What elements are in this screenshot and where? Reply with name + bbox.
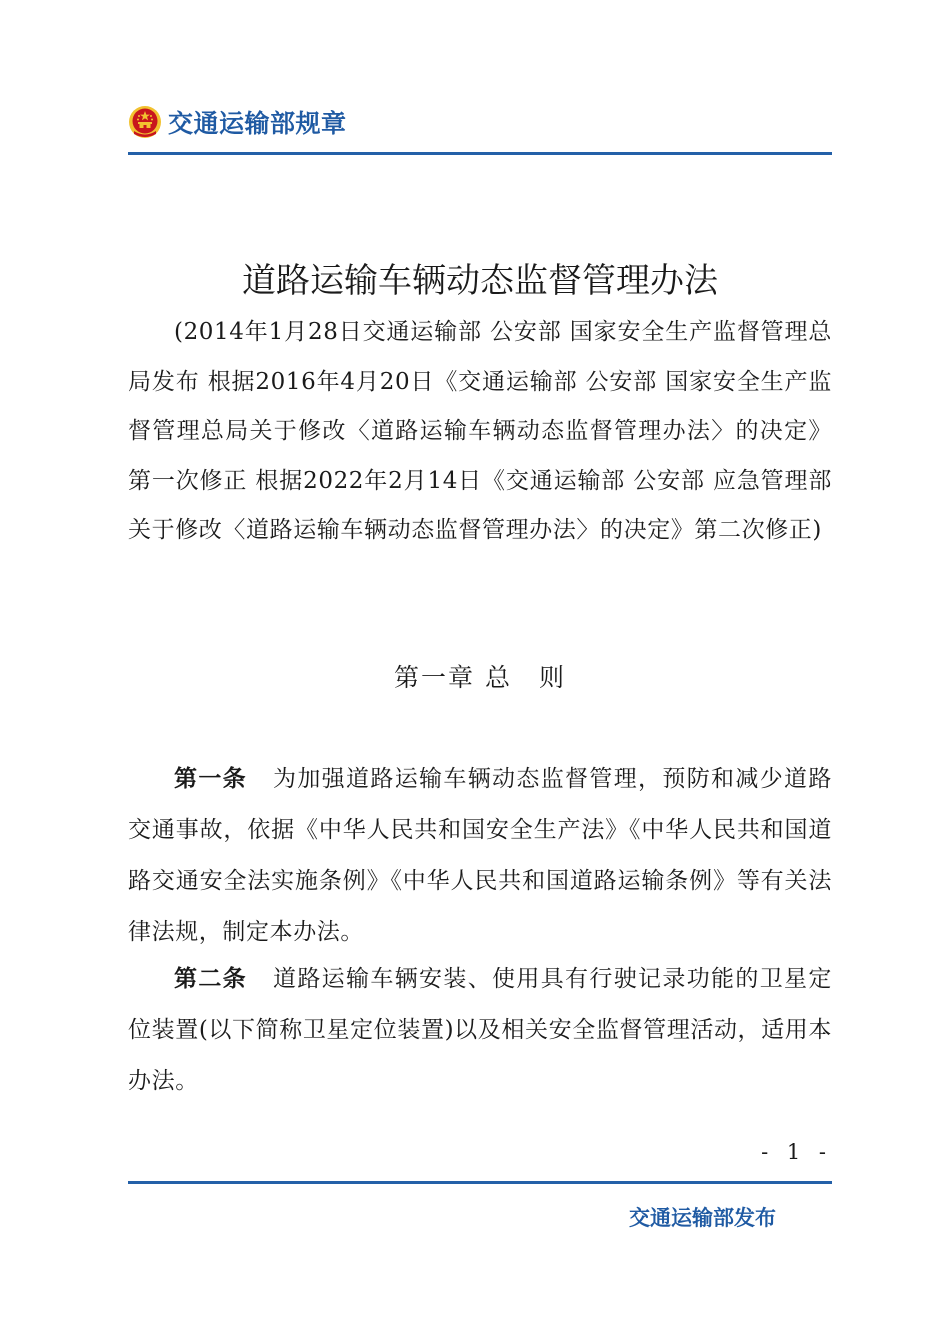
header-divider	[128, 152, 832, 155]
page-number: - 1 -	[761, 1140, 832, 1164]
chapter-heading: 第一章 总 则	[394, 663, 566, 692]
document-title: 道路运输车辆动态监督管理办法	[242, 261, 718, 301]
footer-divider	[128, 1181, 832, 1184]
header-title: 交通运输部规章	[168, 109, 347, 138]
article-label: 第二条	[174, 966, 248, 992]
footer-publisher: 交通运输部发布	[629, 1206, 776, 1230]
national-emblem-icon	[128, 105, 162, 139]
page-header	[128, 100, 832, 144]
revision-note: (2014年1月28日交通运输部 公安部 国家安全生产监督管理总局发布 根据2016年4月20日《交通运输部 公安部 国家安全生产监督管理总局关于修改〈道路运输车辆动态监督管理办法〉的决定》第一次修正 根据2022年2月14日《交通运输部 公安部 应急管理部关于修改〈道路运输车辆动态监督管理办法〉的决定》第二次修正)	[128, 319, 832, 543]
article-paragraph	[128, 954, 832, 1107]
article-text: 道路运输车辆安装、使用具有行驶记录功能的卫星定位装置(以下简称卫星定位装置)以及相关安全监督管理活动，适用本办法。	[128, 966, 832, 1094]
article-text: 为加强道路运输车辆动态监督管理，预防和减少道路交通事故，依据《中华人民共和国安全生产法》《中华人民共和国道路交通安全法实施条例》《中华人民共和国道路运输条例》等有关法律法规，制定本办法。	[128, 766, 832, 945]
article-paragraph	[128, 754, 832, 958]
article-label: 第一条	[174, 766, 248, 792]
